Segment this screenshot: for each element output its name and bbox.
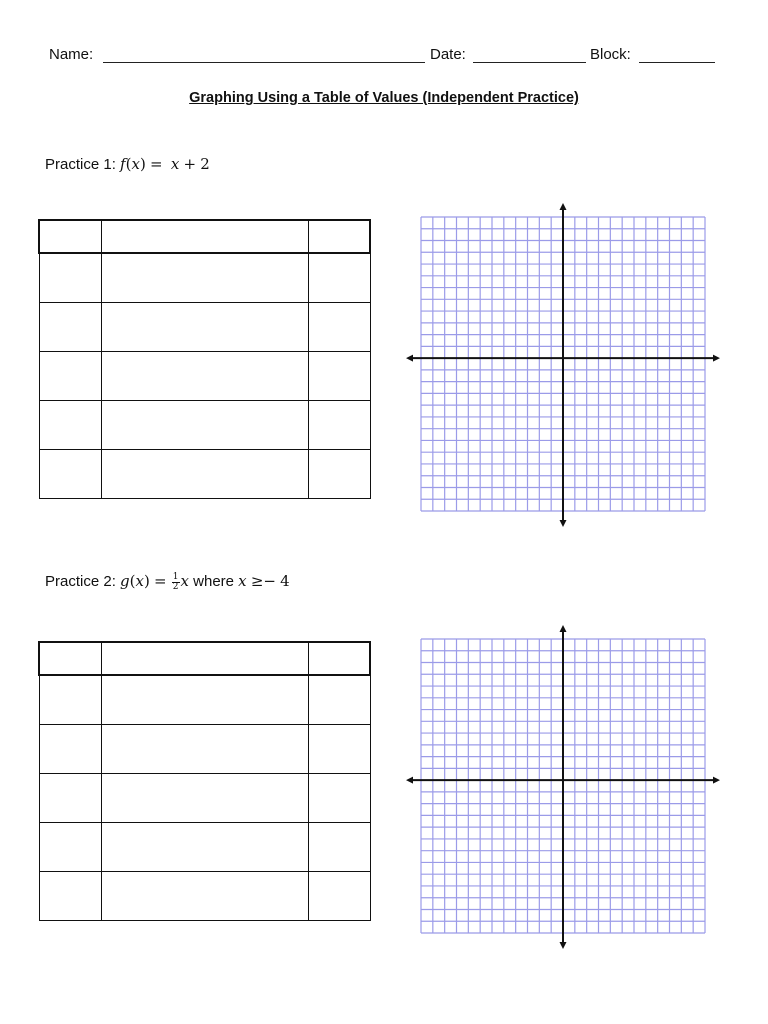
name-label: Name:: [49, 46, 94, 63]
table-row: [39, 401, 370, 450]
table-cell[interactable]: [39, 872, 101, 921]
table-cell[interactable]: [308, 872, 370, 921]
p1-var: x: [131, 155, 140, 173]
date-blank[interactable]: [473, 62, 586, 63]
page-title: Graphing Using a Table of Values (Independent Practice): [189, 90, 579, 106]
y-axis-down-arrow-icon: [560, 942, 567, 949]
table-cell[interactable]: [308, 774, 370, 823]
y-axis-up-arrow-icon: [560, 625, 567, 632]
practice-2-text: Practice 2:: [45, 573, 116, 590]
table-row: [39, 823, 370, 872]
table-cell[interactable]: [308, 450, 370, 499]
x-axis-right-arrow-icon: [713, 777, 720, 784]
table-cell[interactable]: [308, 823, 370, 872]
table-cell[interactable]: [101, 303, 308, 352]
practice-2-label: Practice 2: g(x) = $\frac{1}{2}$ x where x ≥− 4: [45, 571, 290, 592]
table-cell[interactable]: [101, 253, 308, 303]
table-row: [39, 675, 370, 725]
block-blank[interactable]: [639, 62, 715, 63]
p2-cond-op: ≥−: [250, 572, 276, 590]
p2-frac-num: 1: [172, 571, 179, 582]
practice-1-text: Practice 1:: [45, 156, 116, 173]
p2-equals: =: [154, 572, 167, 590]
table-cell[interactable]: [101, 220, 308, 253]
table-cell[interactable]: [39, 401, 101, 450]
table-row: [39, 872, 370, 921]
table-row: [39, 253, 370, 303]
p1-equals: =: [149, 155, 163, 173]
table-cell[interactable]: [308, 401, 370, 450]
table-cell[interactable]: [101, 823, 308, 872]
table-cell[interactable]: [39, 774, 101, 823]
table-row: [39, 303, 370, 352]
table-cell[interactable]: [308, 352, 370, 401]
table-cell[interactable]: [101, 401, 308, 450]
table-cell[interactable]: [39, 642, 101, 675]
table-cell[interactable]: [308, 675, 370, 725]
x-axis-right-arrow-icon: [713, 355, 720, 362]
table-cell[interactable]: [101, 642, 308, 675]
table-cell[interactable]: [39, 725, 101, 774]
y-axis-down-arrow-icon: [560, 520, 567, 527]
practice-2-table: [38, 641, 371, 921]
table-header-row: [39, 220, 370, 253]
table-cell[interactable]: [101, 872, 308, 921]
table-cell[interactable]: [101, 352, 308, 401]
practice-2-coordinate-grid[interactable]: [405, 625, 721, 949]
table-cell[interactable]: [39, 352, 101, 401]
table-cell[interactable]: [101, 725, 308, 774]
p2-fraction: [172, 573, 180, 592]
table-cell[interactable]: [39, 253, 101, 303]
p1-func: f: [120, 155, 126, 173]
table-cell[interactable]: [39, 450, 101, 499]
p2-term: x: [180, 572, 189, 590]
table-cell[interactable]: [308, 725, 370, 774]
table-cell[interactable]: [101, 450, 308, 499]
block-label: Block:: [590, 46, 631, 63]
x-axis-left-arrow-icon: [406, 355, 413, 362]
p1-term: x: [170, 155, 180, 173]
p2-func: g: [120, 572, 130, 590]
table-cell[interactable]: [308, 642, 370, 675]
practice-1-coordinate-grid[interactable]: [405, 203, 721, 527]
table-cell[interactable]: [39, 675, 101, 725]
table-header-row: [39, 642, 370, 675]
table-row: [39, 774, 370, 823]
header-line: [49, 46, 719, 66]
table-row: [39, 450, 370, 499]
table-cell[interactable]: [308, 253, 370, 303]
table-cell[interactable]: [101, 675, 308, 725]
name-blank[interactable]: [103, 62, 425, 63]
p2-frac-den: 2: [172, 581, 179, 592]
table-cell[interactable]: [39, 220, 101, 253]
table-row: [39, 352, 370, 401]
table-row: [39, 725, 370, 774]
table-cell[interactable]: [308, 303, 370, 352]
table-cell[interactable]: [39, 823, 101, 872]
p2-var: x: [135, 572, 144, 590]
table-cell[interactable]: [101, 774, 308, 823]
practice-1-label: Practice 1: f(x) = x + 2: [45, 155, 210, 173]
p1-plus: +: [183, 155, 197, 173]
p1-constant: 2: [200, 155, 210, 173]
table-cell[interactable]: [39, 303, 101, 352]
table-cell[interactable]: [308, 220, 370, 253]
practice-1-table: [38, 219, 371, 499]
p2-cond-value: 4: [280, 572, 290, 590]
x-axis-left-arrow-icon: [406, 777, 413, 784]
y-axis-up-arrow-icon: [560, 203, 567, 210]
p2-cond-var: x: [238, 572, 247, 590]
date-label: Date:: [430, 46, 466, 63]
p2-where: where: [193, 573, 234, 590]
